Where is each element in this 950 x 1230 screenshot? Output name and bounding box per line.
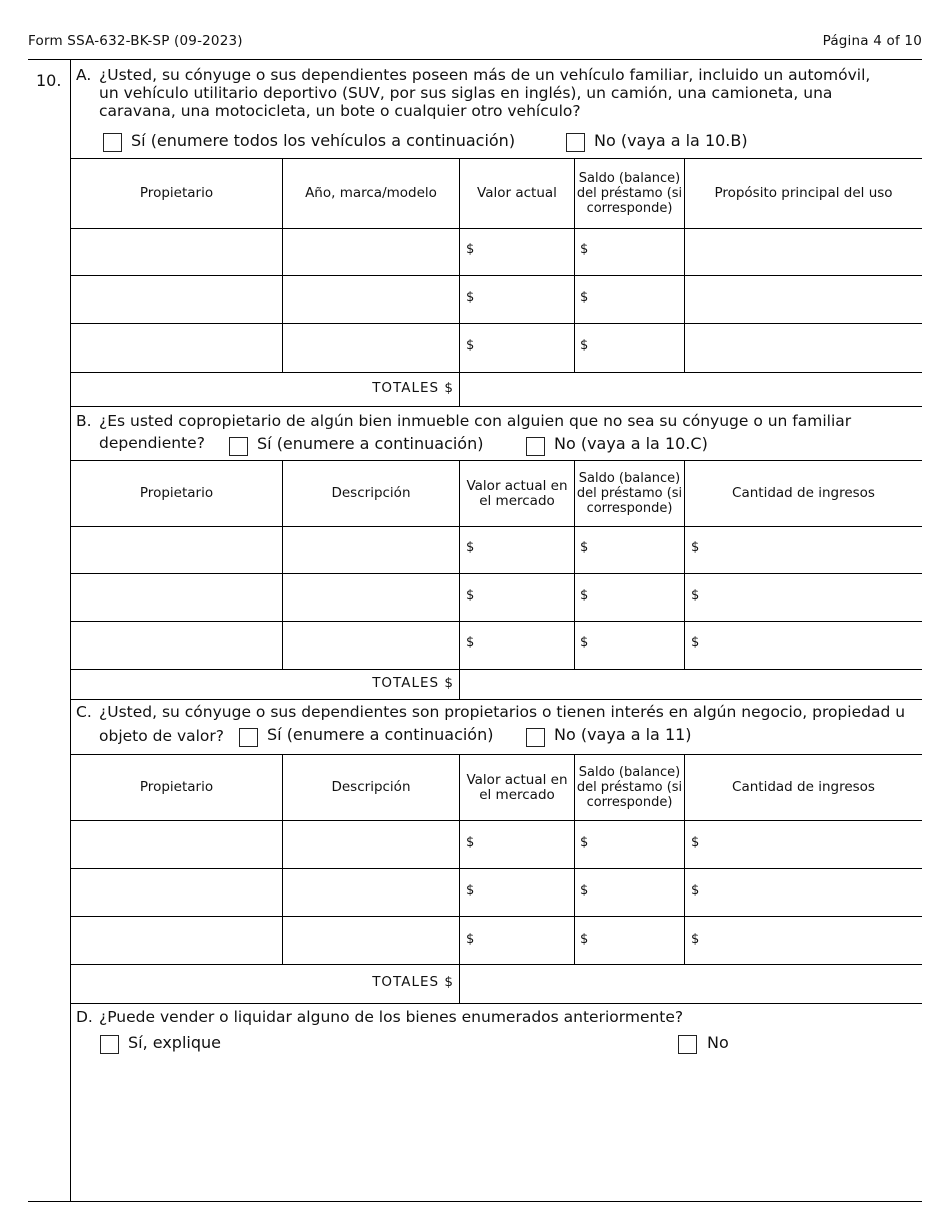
section-b-no-label: No (vaya a la 10.C) [554,434,708,453]
table-a-header-current-value: Valor actual [477,185,557,201]
table-c-totals-label: TOTALES $ [372,974,454,990]
section-b-yes-checkbox[interactable] [229,437,248,456]
table-a-dollar: $ [580,242,589,257]
table-c-dollar: $ [580,883,589,898]
table-b-dollar: $ [466,588,475,603]
section-b-no-checkbox[interactable] [526,437,545,456]
table-c-header-market-value: Valor actual en el mercado [466,771,568,803]
table-c-dollar: $ [466,932,475,947]
table-c-dollar: $ [466,835,475,850]
section-b-yes-label: Sí (enumere a continuación) [257,434,484,453]
table-c-dollar: $ [466,883,475,898]
table-a-header-year-make: Año, marca/modelo [305,185,437,201]
section-c-letter: C. [76,703,92,721]
table-a-dollar: $ [580,290,589,305]
table-c-dollar: $ [580,835,589,850]
table-b-header-loan-balance: Saldo (balance) del préstamo (si corresponde) [576,471,683,516]
table-b-totals-label: TOTALES $ [372,675,454,691]
section-d-letter: D. [76,1008,93,1026]
table-b-dollar: $ [466,635,475,650]
page-number: Página 4 of 10 [822,33,922,49]
section-c-yes-label: Sí (enumere a continuación) [267,725,494,744]
table-c-header-income: Cantidad de ingresos [732,779,875,795]
table-c-dollar: $ [580,932,589,947]
table-b-header-description: Descripción [331,485,411,501]
table-b-dollar: $ [691,588,700,603]
page-header [28,33,922,53]
table-c-header-owner: Propietario [139,779,214,795]
table-b-header-market-value: Valor actual en el mercado [466,477,568,509]
section-a-yes-label: Sí (enumere todos los vehículos a continuación) [131,131,516,150]
table-c-header-loan-balance: Saldo (balance) del préstamo (si corresponde) [576,765,683,810]
section-c-no-checkbox[interactable] [526,728,545,747]
section-c-yes-checkbox[interactable] [239,728,258,747]
table-a-header-loan-balance: Saldo (balance) del préstamo (si corresponde) [576,171,683,216]
table-a-totals-label: TOTALES $ [372,380,454,396]
table-b-dollar: $ [466,540,475,555]
table-a-header-purpose: Propósito principal del uso [714,185,893,201]
form-id: Form SSA-632-BK-SP (09-2023) [28,33,243,49]
section-d-question: D. ¿Puede vender o liquidar alguno de los bienes enumerados anteriormente? [76,1008,684,1026]
table-c-header-description: Descripción [331,779,411,795]
section-a-yes-checkbox[interactable] [103,133,122,152]
table-a-header-owner: Propietario [139,185,214,201]
section-d-yes-label: Sí, explique [128,1033,221,1052]
section-c-no-label: No (vaya a la 11) [554,725,692,744]
top-rule [28,59,922,60]
table-b-header-income: Cantidad de ingresos [732,485,875,501]
table-c-dollar: $ [691,932,700,947]
section-a-question: A. ¿Usted, su cónyuge o sus dependientes poseen más de un vehículo familiar, incluido un automóvil, un vehículo utilitario deportivo (SUV, por sus siglas en inglés), un camión, una camioneta, una caravana, una motocicleta, un bote o cualquier otro vehículo? [76,66,871,120]
section-c-question: C. ¿Usted, su cónyuge o sus dependientes son propietarios o tienen interés en algún negocio, propiedad u objeto de valor? [76,703,906,745]
table-c-dollar: $ [691,883,700,898]
section-b-question: B. ¿Es usted copropietario de algún bien inmueble con alguien que no sea su cónyuge o un familiar dependiente? [76,412,852,452]
table-b-dollar: $ [580,588,589,603]
section-a-letter: A. [76,66,92,84]
table-b-dollar: $ [580,540,589,555]
section-a-no-label: No (vaya a la 10.B) [594,131,748,150]
section-d-no-checkbox[interactable] [678,1035,697,1054]
table-a-dollar: $ [580,338,589,353]
bottom-rule [28,1201,922,1202]
table-a-dollar: $ [466,290,475,305]
table-b-header-owner: Propietario [139,485,214,501]
section-a-no-checkbox[interactable] [566,133,585,152]
table-b-dollar: $ [691,635,700,650]
section-b-letter: B. [76,412,92,430]
question-number: 10. [36,71,62,90]
section-d-no-label: No [707,1033,729,1052]
table-b-dollar: $ [691,540,700,555]
table-a-dollar: $ [466,338,475,353]
left-column-rule [70,59,71,1201]
section-d-yes-checkbox[interactable] [100,1035,119,1054]
table-b-dollar: $ [580,635,589,650]
table-a-dollar: $ [466,242,475,257]
table-c-dollar: $ [691,835,700,850]
